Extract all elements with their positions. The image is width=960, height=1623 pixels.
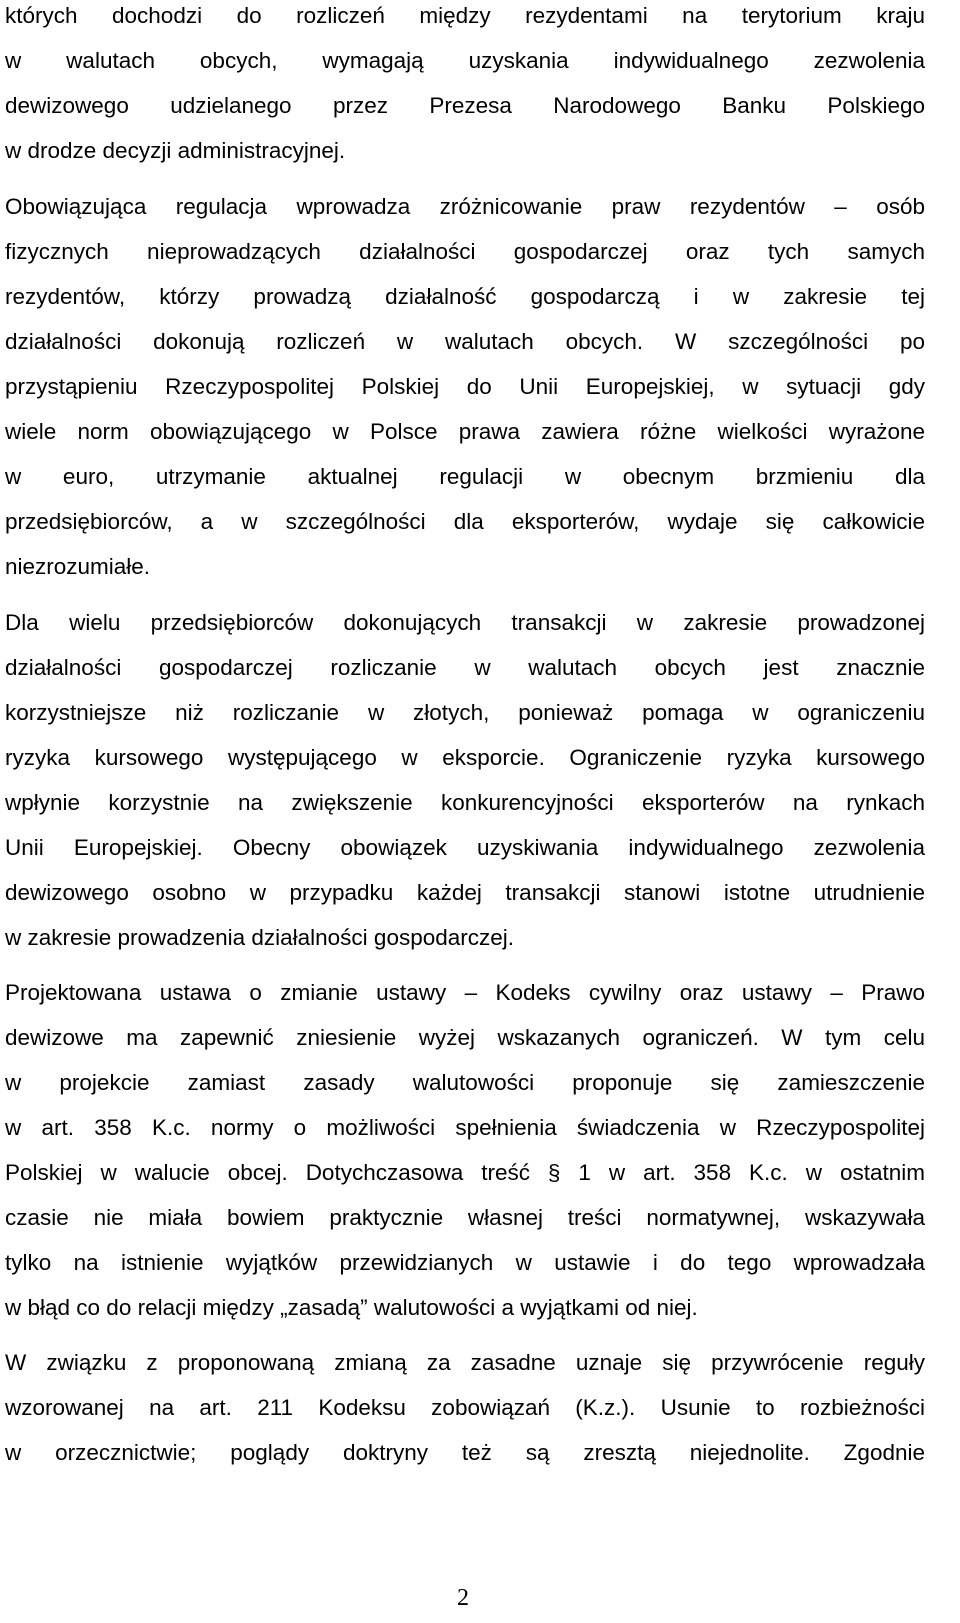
text-line: wiele norm obowiązującego w Polsce prawa zawiera różne wielkości wyrażone <box>5 419 925 444</box>
text-line: W związku z proponowaną zmianą za zasadne uznaje się przywrócenie reguły <box>5 1350 925 1375</box>
text-line: Dla wielu przedsiębiorców dokonujących transakcji w zakresie prowadzonej <box>5 610 925 635</box>
text-line: rezydentów, którzy prowadzą działalność gospodarczą i w zakresie tej <box>5 284 925 309</box>
paragraph-5 <box>5 1340 925 1475</box>
text-line: korzystniejsze niż rozliczanie w złotych, ponieważ pomaga w ograniczeniu <box>5 700 925 725</box>
text-line: przedsiębiorców, a w szczególności dla eksporterów, wydaje się całkowicie <box>5 509 925 534</box>
text-line: fizycznych nieprowadzących działalności gospodarczej oraz tych samych <box>5 239 925 264</box>
text-line: w zakresie prowadzenia działalności gospodarczej. <box>5 925 515 950</box>
text-line: w walutach obcych, wymagają uzyskania indywidualnego zezwolenia <box>5 48 925 73</box>
text-line: działalności dokonują rozliczeń w walutach obcych. W szczególności po <box>5 329 925 354</box>
text-line: w euro, utrzymanie aktualnej regulacji w obecnym brzmieniu dla <box>5 464 925 489</box>
text-line: w art. 358 K.c. normy o możliwości spełnienia świadczenia w Rzeczypospolitej <box>5 1115 925 1140</box>
text-line: wzorowanej na art. 211 Kodeksu zobowiązań (K.z.). Usunie to rozbieżności <box>5 1395 925 1420</box>
paragraph-4 <box>5 970 925 1330</box>
page-number: 2 <box>457 1585 469 1611</box>
text-line: w projekcie zamiast zasady walutowości proponuje się zamieszczenie <box>5 1070 925 1095</box>
text-line: tylko na istnienie wyjątków przewidzianych w ustawie i do tego wprowadzała <box>5 1250 925 1275</box>
text-line: dewizowego osobno w przypadku każdej transakcji stanowi istotne utrudnienie <box>5 880 925 905</box>
text-line: w błąd co do relacji między „zasadą” walutowości a wyjątkami od niej. <box>5 1295 698 1320</box>
paragraph-3 <box>5 600 925 960</box>
paragraph-1 <box>5 0 925 173</box>
text-line: dewizowego udzielanego przez Prezesa Narodowego Banku Polskiego <box>5 93 925 118</box>
paragraph-2 <box>5 184 925 589</box>
text-line: Obowiązująca regulacja wprowadza zróżnicowanie praw rezydentów – osób <box>5 194 925 219</box>
text-line: Polskiej w walucie obcej. Dotychczasowa treść § 1 w art. 358 K.c. w ostatnim <box>5 1160 925 1185</box>
text-line: w drodze decyzji administracyjnej. <box>5 138 346 163</box>
text-line: których dochodzi do rozliczeń między rezydentami na terytorium kraju <box>5 3 925 28</box>
text-line: przystąpieniu Rzeczypospolitej Polskiej do Unii Europejskiej, w sytuacji gdy <box>5 374 925 399</box>
text-line: czasie nie miała bowiem praktycznie własnej treści normatywnej, wskazywała <box>5 1205 925 1230</box>
text-line: Unii Europejskiej. Obecny obowiązek uzyskiwania indywidualnego zezwolenia <box>5 835 925 860</box>
text-line: Projektowana ustawa o zmianie ustawy – Kodeks cywilny oraz ustawy – Prawo <box>5 980 925 1005</box>
text-line: niezrozumiałe. <box>5 554 151 579</box>
text-line: działalności gospodarczej rozliczanie w walutach obcych jest znacznie <box>5 655 925 680</box>
text-line: ryzyka kursowego występującego w eksporcie. Ograniczenie ryzyka kursowego <box>5 745 925 770</box>
text-line: wpłynie korzystnie na zwiększenie konkurencyjności eksporterów na rynkach <box>5 790 925 815</box>
text-line: dewizowe ma zapewnić zniesienie wyżej wskazanych ograniczeń. W tym celu <box>5 1025 925 1050</box>
text-line: w orzecznictwie; poglądy doktryny też są zresztą niejednolite. Zgodnie <box>5 1440 925 1465</box>
